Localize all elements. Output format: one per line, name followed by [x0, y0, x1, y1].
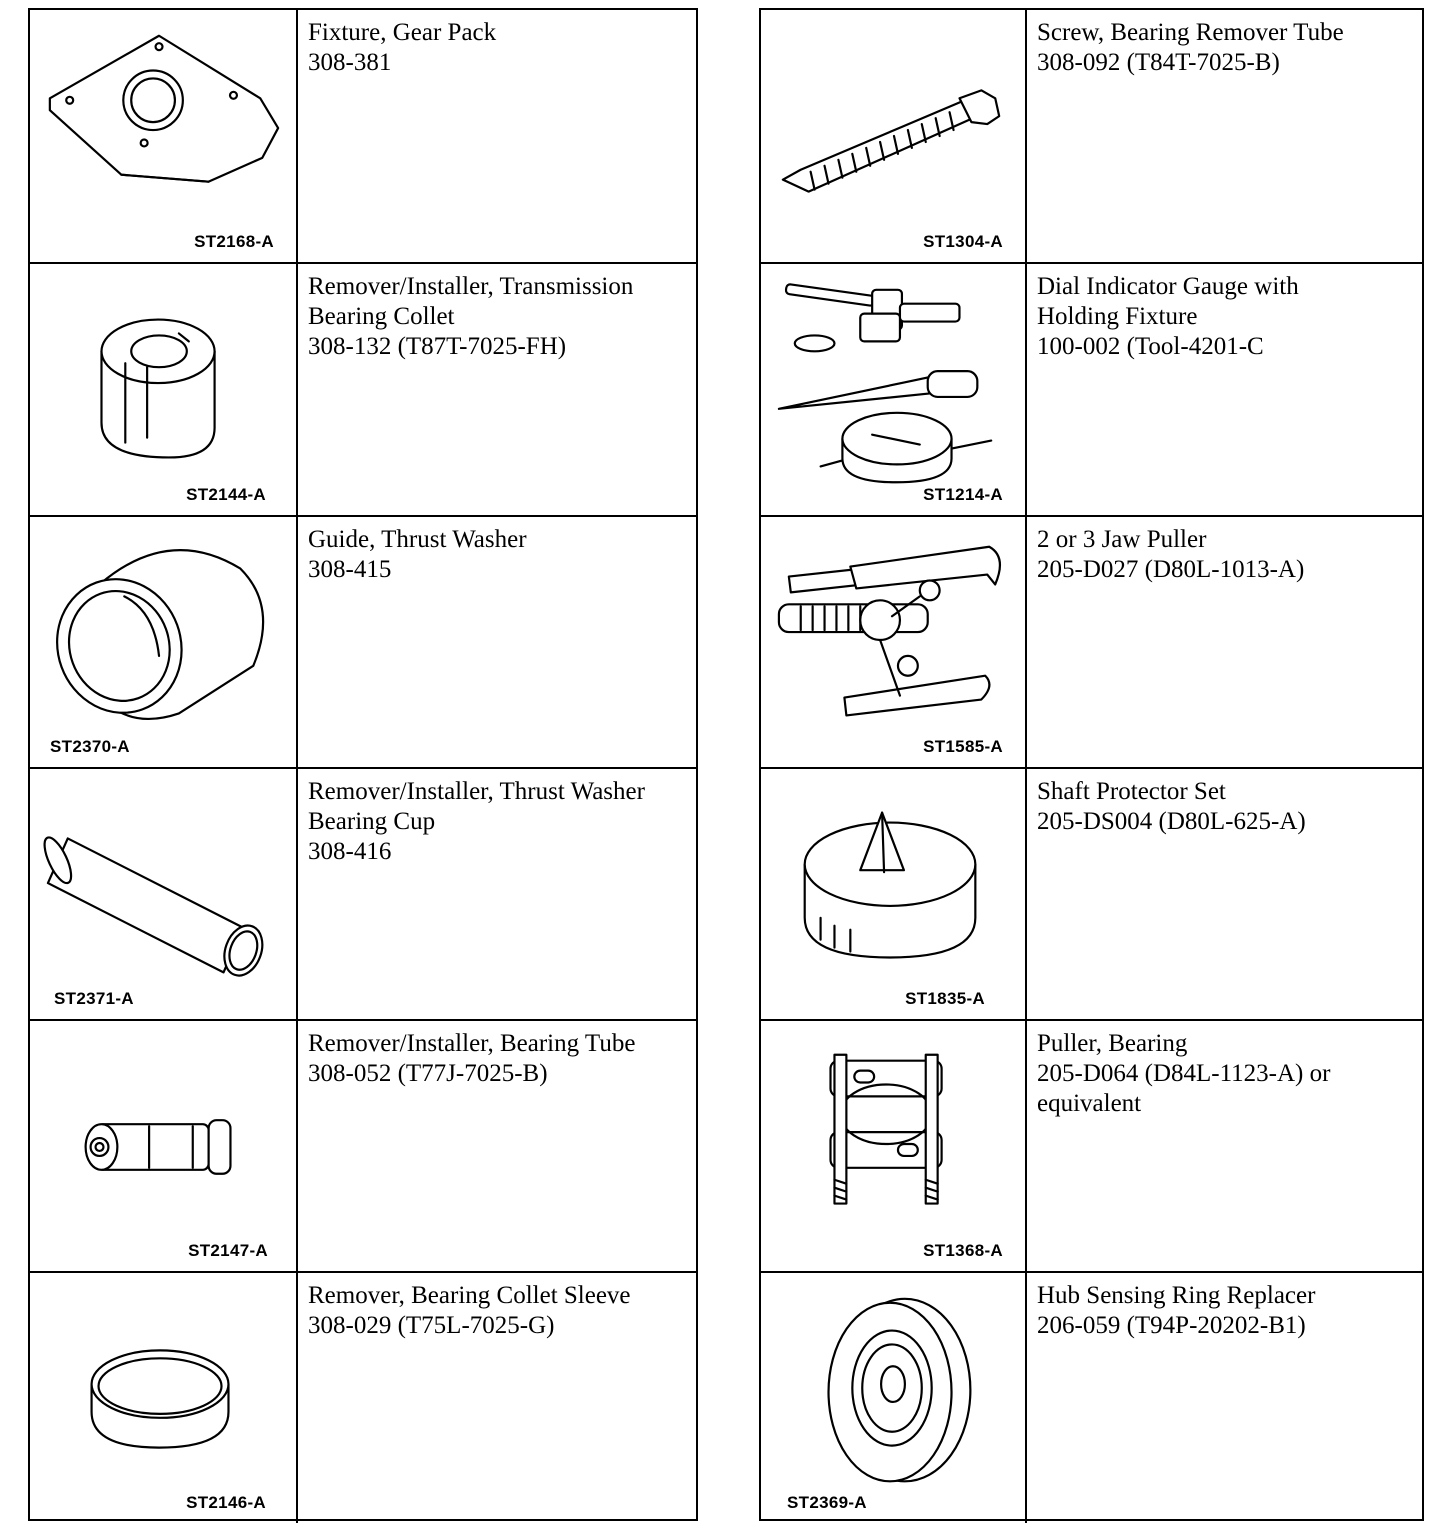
tool-number: 205-DS004 (D80L-625-A) [1037, 808, 1306, 835]
art-code: ST1304-A [923, 232, 1003, 251]
tool-number: 308-381 [308, 49, 392, 76]
tool-description [1027, 517, 1422, 767]
tool-row [30, 1271, 696, 1523]
tool-description [298, 517, 696, 767]
tool-name: Remover/Installer, Transmission [308, 273, 634, 300]
tool-row [30, 767, 696, 1019]
art-code: ST2144-A [186, 485, 266, 504]
tool-name: Remover/Installer, Thrust Washer [308, 778, 645, 805]
art-code: ST2369-A [787, 1493, 867, 1512]
tool-description [298, 1021, 696, 1271]
tool-row [761, 262, 1422, 515]
art-code: ST1368-A [923, 1241, 1003, 1260]
tool-illustration-cell [30, 769, 298, 1019]
tool-name: Screw, Bearing Remover Tube [1037, 19, 1344, 46]
tool-name: Dial Indicator Gauge with [1037, 273, 1299, 300]
tool-illustration-cell [30, 264, 298, 515]
art-code: ST2147-A [188, 1241, 268, 1260]
tool-description [1027, 264, 1422, 515]
art-code: ST2146-A [186, 1493, 266, 1512]
tool-note: equivalent [1037, 1090, 1142, 1117]
tool-description [298, 10, 696, 262]
tool-number: 308-132 (T87T-7025-FH) [308, 333, 567, 360]
tool-description [1027, 769, 1422, 1019]
tool-illustration-cell [30, 1021, 298, 1271]
tool-name: Fixture, Gear Pack [308, 19, 497, 46]
dial-indicator-gauge-icon [761, 264, 1025, 515]
art-code: ST1585-A [923, 737, 1003, 756]
tool-illustration-cell [761, 10, 1027, 262]
tool-description [1027, 1273, 1422, 1523]
tool-number: 205-D027 (D80L-1013-A) [1037, 556, 1305, 583]
collet-sleeve-ring-icon [30, 1273, 296, 1523]
tool-number: 308-029 (T75L-7025-G) [308, 1312, 555, 1339]
tool-description [298, 769, 696, 1019]
jaw-puller-icon [761, 517, 1025, 767]
tool-illustration-cell [761, 517, 1027, 767]
tool-illustration-cell [761, 1273, 1027, 1523]
tool-row [761, 1019, 1422, 1271]
tool-row [761, 515, 1422, 767]
tool-illustration-cell [30, 1273, 298, 1523]
tool-row [30, 10, 696, 262]
tool-row [30, 1019, 696, 1271]
bearing-tube-tool-icon [30, 1021, 296, 1271]
bearing-splitter-puller-icon [761, 1021, 1025, 1271]
shaft-protector-cone-icon [761, 769, 1025, 1019]
tool-illustration-cell [761, 769, 1027, 1019]
art-code: ST2371-A [54, 989, 134, 1008]
tool-name: 2 or 3 Jaw Puller [1037, 526, 1207, 553]
gear-pack-fixture-icon [30, 10, 296, 262]
tool-number: 205-D064 (D84L-1123-A) or [1037, 1060, 1331, 1087]
tool-number: 206-059 (T94P-20202-B1) [1037, 1312, 1306, 1339]
art-code: ST2370-A [50, 737, 130, 756]
tool-row [761, 1271, 1422, 1523]
tool-name-cont: Bearing Collet [308, 303, 455, 330]
tool-description [298, 264, 696, 515]
hub-ring-replacer-disc-icon [761, 1273, 1025, 1523]
art-code: ST1835-A [905, 989, 985, 1008]
special-tools-table-right [759, 8, 1424, 1521]
tool-number: 308-416 [308, 838, 392, 865]
tool-illustration-cell [30, 517, 298, 767]
bearing-collet-icon [30, 264, 296, 515]
tool-number: 308-052 (T77J-7025-B) [308, 1060, 548, 1087]
tool-row [30, 262, 696, 515]
tool-name: Hub Sensing Ring Replacer [1037, 1282, 1316, 1309]
tool-name: Remover/Installer, Bearing Tube [308, 1030, 636, 1057]
tool-number: 308-415 [308, 556, 392, 583]
tool-name: Remover, Bearing Collet Sleeve [308, 1282, 631, 1309]
thrust-washer-guide-icon [30, 517, 296, 767]
bearing-cup-tube-icon [30, 769, 296, 1019]
tool-name: Guide, Thrust Washer [308, 526, 527, 553]
tool-name-cont: Holding Fixture [1037, 303, 1198, 330]
tool-number: 100-002 (Tool-4201-C [1037, 333, 1264, 360]
tool-number: 308-092 (T84T-7025-B) [1037, 49, 1280, 76]
tool-row [761, 10, 1422, 262]
special-tools-table-left [28, 8, 698, 1521]
tool-name-cont: Bearing Cup [308, 808, 436, 835]
tool-name: Puller, Bearing [1037, 1030, 1188, 1057]
tool-illustration-cell [761, 1021, 1027, 1271]
tool-description [1027, 1021, 1422, 1271]
art-code: ST2168-A [194, 232, 274, 251]
tool-name: Shaft Protector Set [1037, 778, 1226, 805]
tool-illustration-cell [30, 10, 298, 262]
threaded-screw-icon [761, 10, 1025, 262]
art-code: ST1214-A [923, 485, 1003, 504]
tool-illustration-cell [761, 264, 1027, 515]
tool-description [298, 1273, 696, 1523]
tool-description [1027, 10, 1422, 262]
tool-row [30, 515, 696, 767]
tool-row [761, 767, 1422, 1019]
